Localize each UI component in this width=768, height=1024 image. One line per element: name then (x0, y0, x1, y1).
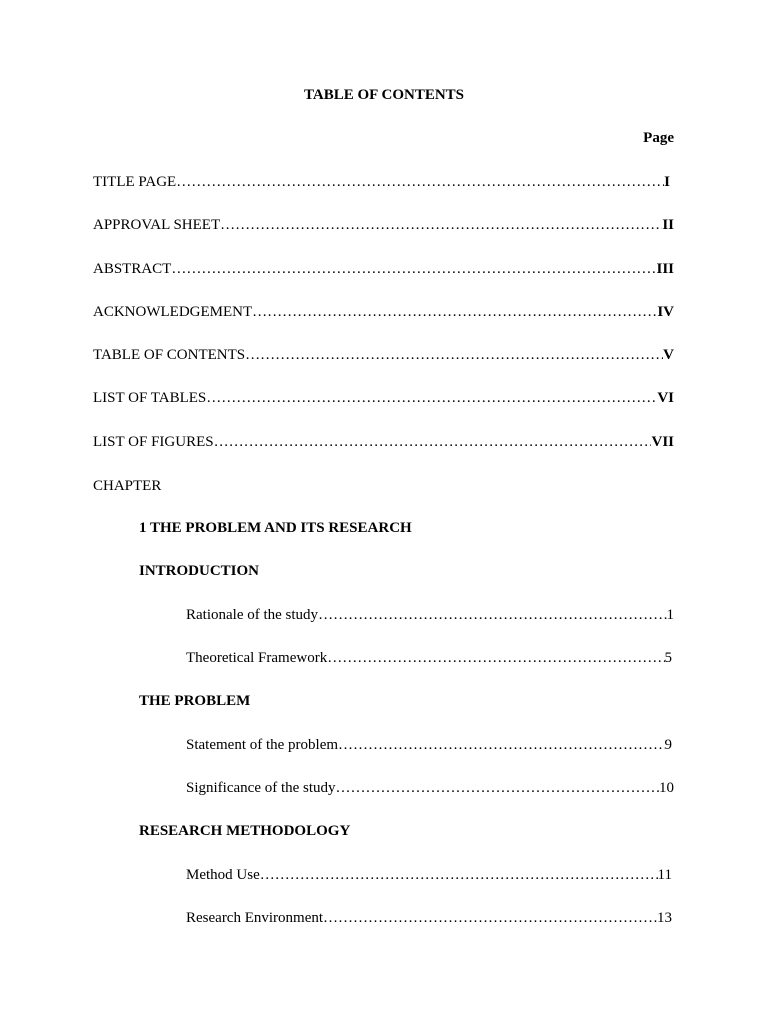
dot-leader (260, 867, 658, 884)
toc-entry-acknowledgement: ACKNOWLEDGEMENT ……………………………………………………………………………………………………………………………………………………………………………………………… IV (93, 304, 674, 321)
toc-entry-table-of-contents: TABLE OF CONTENTS ……………………………………………………………………………………………………………………………………………………………………………………………… V (93, 347, 674, 364)
toc-entry-rationale: Rationale of the study ……………………………………………………………………………………………………………………………………………………………………………………………… 1 (186, 607, 674, 624)
chapter-1-title: 1 THE PROBLEM AND ITS RESEARCH (139, 520, 412, 536)
page-column-label: Page (643, 130, 674, 146)
section-heading-research-methodology: RESEARCH METHODOLOGY (139, 823, 351, 839)
page-title: TABLE OF CONTENTS (303, 87, 465, 103)
dot-leader (220, 217, 662, 234)
dot-leader (176, 174, 664, 191)
toc-entry-theoretical-framework: Theoretical Framework ……………………………………………………………………………………………………………………………………………………………………………………………… 5 (186, 650, 672, 667)
dot-leader (206, 390, 657, 407)
dot-leader (323, 910, 657, 927)
section-heading-the-problem: THE PROBLEM (139, 693, 251, 709)
chapter-label: CHAPTER (93, 478, 162, 494)
dot-leader (336, 780, 659, 797)
toc-entry-approval-sheet: APPROVAL SHEET ……………………………………………………………………………………………………………………………………………………………………………………………… II (93, 217, 674, 234)
toc-entry-title-page: TITLE PAGE ……………………………………………………………………………………………………………………………………………………………………………………………… I (93, 174, 670, 191)
toc-entry-research-environment: Research Environment ……………………………………………………………………………………………………………………………………………………………………………………………… 13 (186, 910, 672, 927)
dot-leader (318, 607, 666, 624)
toc-entry-list-of-tables: LIST OF TABLES ……………………………………………………………………………………………………………………………………………………………………………………………… VI (93, 390, 674, 407)
toc-entry-statement-of-problem: Statement of the problem ……………………………………………………………………………………………………………………………………………………………………………………………… 9 (186, 737, 672, 754)
section-heading-introduction: INTRODUCTION (139, 563, 260, 579)
dot-leader (171, 261, 656, 278)
toc-entry-method-use: Method Use ……………………………………………………………………………………………………………………………………………………………………………………………… 11 (186, 867, 672, 884)
toc-entry-abstract: ABSTRACT ……………………………………………………………………………………………………………………………………………………………………………………………… III (93, 261, 674, 278)
dot-leader (214, 434, 652, 451)
dot-leader (327, 650, 664, 667)
toc-entry-significance: Significance of the study ……………………………………………………………………………………………………………………………………………………………………………………………… 10 (186, 780, 674, 797)
dot-leader (252, 304, 657, 321)
toc-entry-list-of-figures: LIST OF FIGURES ……………………………………………………………………………………………………………………………………………………………………………………………… VII (93, 434, 674, 451)
dot-leader (338, 737, 664, 754)
dot-leader (245, 347, 663, 364)
